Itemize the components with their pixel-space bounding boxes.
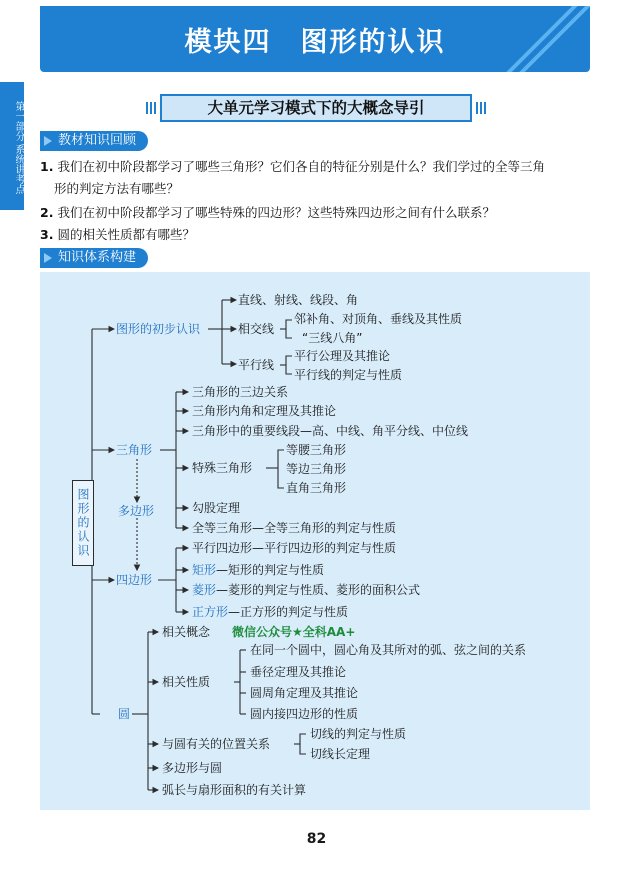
node-cyclic-quadrilateral: 圆内接四边形的性质 (250, 707, 359, 721)
node-polygon-circle: 多边形与圆 (162, 761, 223, 775)
node-special-triangles: 特殊三角形 (192, 461, 253, 475)
node-triangle-segments: 三角形中的重要线段—高、中线、角平分线、中位线 (192, 424, 469, 438)
node-central-angle-relation: 在同一个圆中，圆心角及其所对的弧、弦之间的关系 (250, 643, 527, 657)
question-3 (40, 225, 195, 243)
node-right-triangle: 直角三角形 (286, 481, 347, 495)
page-number: 82 (306, 831, 327, 847)
question-text: 圆的相关性质都有哪些？ (57, 227, 195, 242)
question-1-continued (54, 179, 179, 197)
knowledge-diagram (40, 272, 590, 810)
node-basic-shapes: 图形的初步认识 (116, 322, 201, 336)
node-triangle-sides: 三角形的三边关系 (192, 385, 289, 399)
node-equilateral: 等边三角形 (286, 462, 347, 476)
node-parallel-axiom: 平行公理及其推论 (294, 349, 391, 363)
section-title: 教材知识回顾 (58, 133, 137, 148)
node-parallel-lines: 平行线 (238, 358, 275, 372)
side-tab: 第一部分 系统讲考点 (0, 82, 24, 210)
node-rhombus: 菱形—菱形的判定与性质、菱形的面积公式 (192, 583, 421, 597)
node-inscribed-angle: 圆周角定理及其推论 (250, 686, 359, 700)
question-number: 2. (40, 205, 54, 220)
node-three-lines-eight-angles: “三线八角” (302, 331, 363, 345)
section-title: 知识体系构建 (58, 250, 137, 265)
node-intersecting-lines: 相交线 (238, 322, 275, 336)
section-header-review (40, 131, 148, 151)
node-parallelogram: 平行四边形—平行四边形的判定与性质 (192, 541, 397, 555)
node-tangent-properties: 切线的判定与性质 (310, 727, 407, 741)
node-congruent-triangles: 全等三角形—全等三角形的判定与性质 (192, 521, 397, 535)
question-text: 我们在初中阶段都学习了哪些三角形？它们各自的特征分别是什么？我们学过的全等三角 (57, 159, 545, 174)
node-circle-positions: 与圆有关的位置关系 (162, 737, 271, 751)
module-title: 模块四 图形的认识 (184, 27, 446, 58)
node-circle-properties: 相关性质 (162, 675, 211, 689)
diagram-root: 图形的认识 (72, 480, 94, 566)
node-parallel-properties: 平行线的判定与性质 (294, 368, 403, 382)
question-number: 1. (40, 159, 54, 174)
node-square: 正方形—正方形的判定与性质 (192, 605, 349, 619)
question-text: 我们在初中阶段都学习了哪些特殊的四边形？这些特殊四边形之间有什么联系？ (57, 205, 495, 220)
question-1 (40, 157, 545, 175)
node-isosceles: 等腰三角形 (286, 443, 347, 457)
question-number: 3. (40, 227, 54, 242)
subheader-title: 大单元学习模式下的大概念导引 (160, 94, 472, 122)
question-text: 形的判定方法有哪些？ (54, 181, 180, 196)
question-2 (40, 203, 495, 221)
node-arc-sector: 弧长与扇形面积的有关计算 (162, 783, 307, 797)
node-tangent-length: 切线长定理 (310, 747, 371, 761)
node-circle: 圆 (118, 707, 131, 721)
watermark-text: 微信公众号★全科AA+ (232, 625, 356, 639)
node-triangle: 三角形 (116, 443, 153, 457)
node-pythagorean: 勾股定理 (192, 501, 241, 515)
module-banner (40, 6, 590, 72)
node-adjacent-angles: 邻补角、对顶角、垂线及其性质 (294, 312, 463, 326)
node-perpendicular-diameter: 垂径定理及其推论 (250, 665, 347, 679)
section-header-structure (40, 248, 148, 268)
node-lines-angles: 直线、射线、线段、角 (238, 293, 359, 307)
node-triangle-angles: 三角形内角和定理及其推论 (192, 404, 337, 418)
node-rectangle: 矩形—矩形的判定与性质 (192, 563, 325, 577)
node-circle-concepts: 相关概念 (162, 625, 211, 639)
node-polygon: 多边形 (118, 504, 155, 518)
node-quadrilateral: 四边形 (116, 573, 153, 587)
